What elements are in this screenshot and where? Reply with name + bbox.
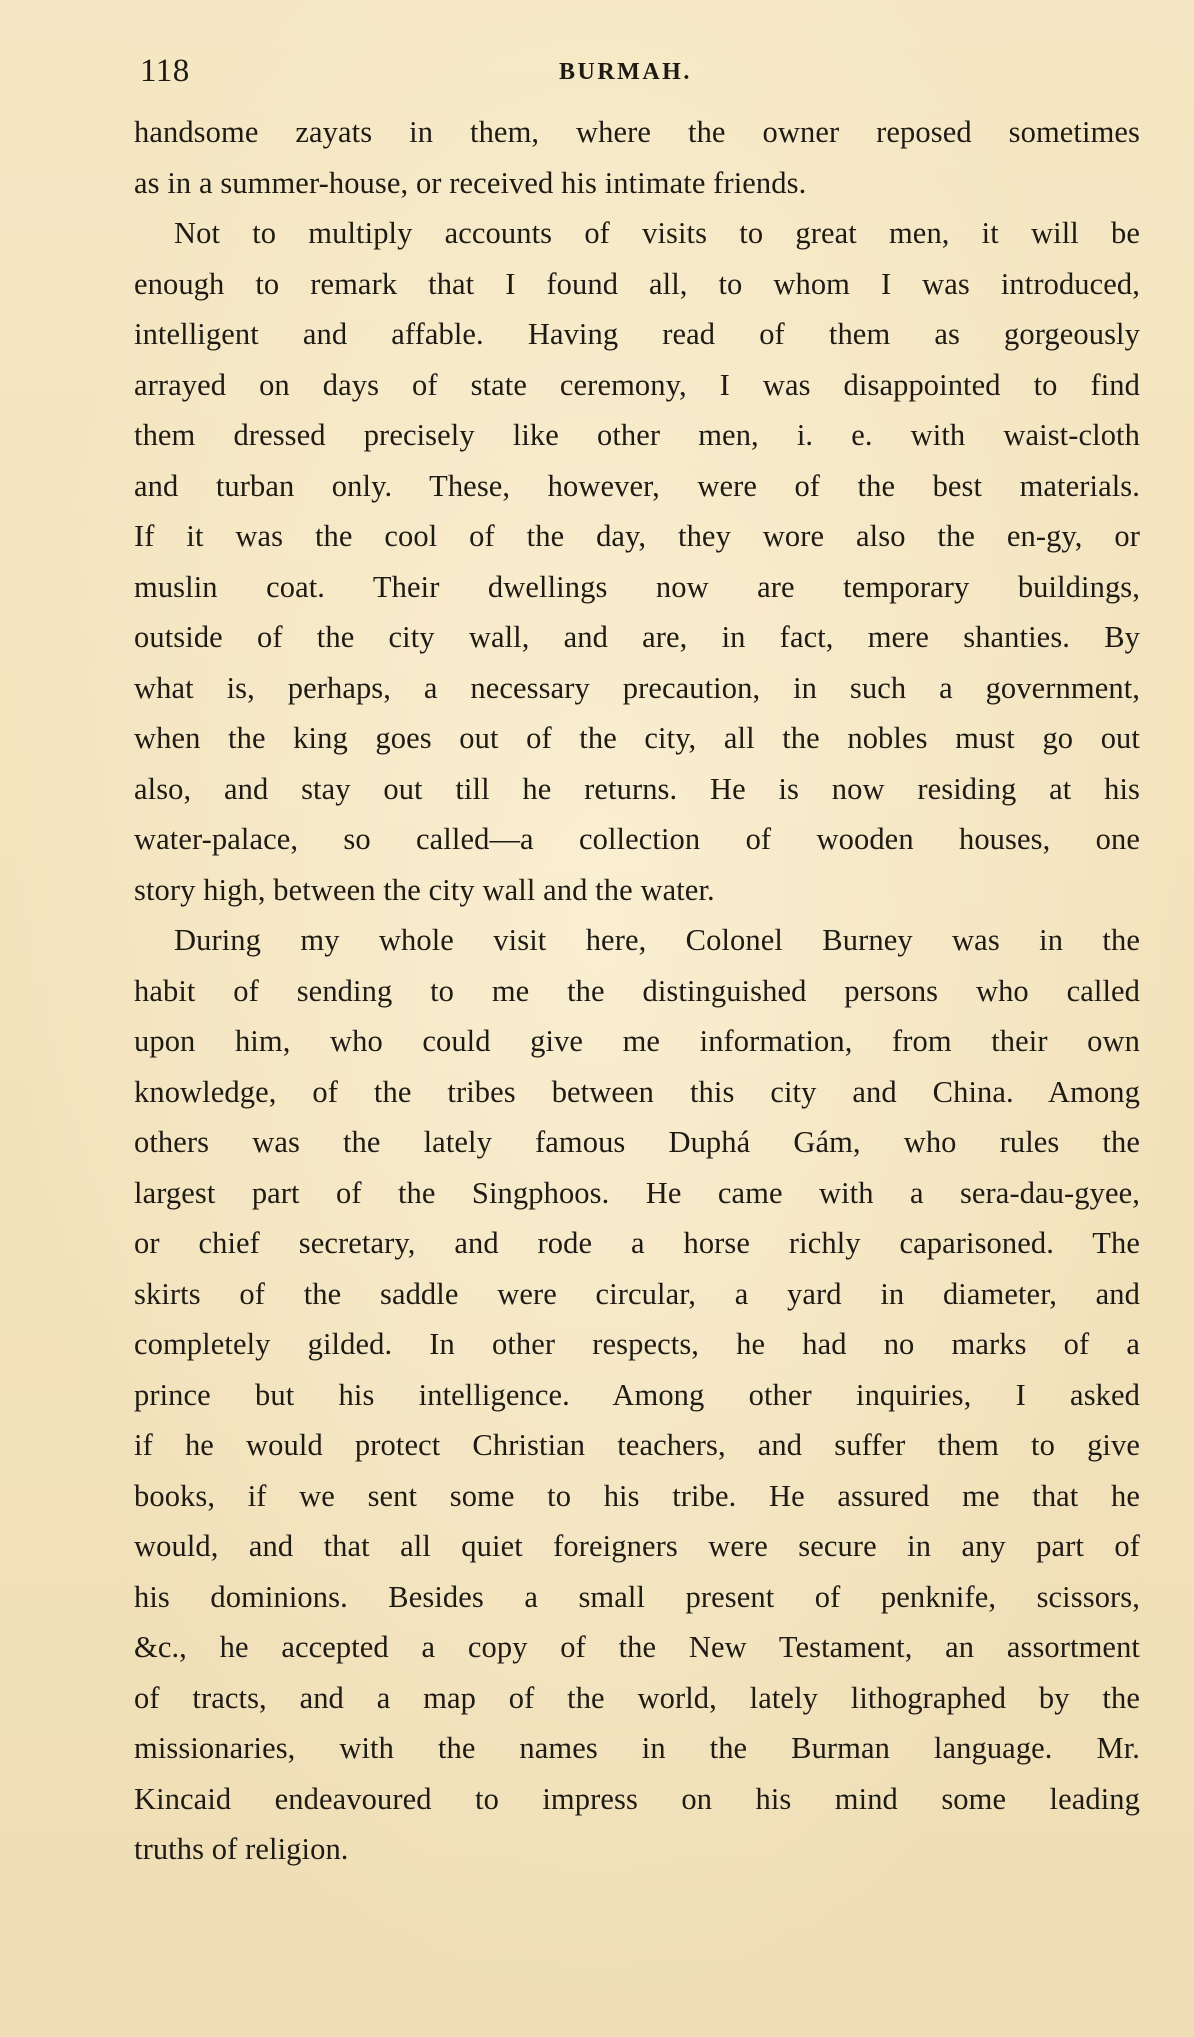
body-text — [134, 107, 1140, 1875]
text-line: Kincaid endeavoured to impress on his mind some leading — [134, 1781, 1140, 1816]
text-line: books, if we sent some to his tribe. He assured me that he — [134, 1478, 1140, 1513]
text-line: completely gilded. In other respects, he had no marks of a — [134, 1327, 1140, 1361]
text-line: If it was the cool of the day, they wore also the en-gy, or — [134, 519, 1140, 553]
page-number: 118 — [140, 53, 190, 89]
text-line: muslin coat. Their dwellings now are temporary buildings, — [134, 569, 1140, 604]
text-line: his dominions. Besides a small present of penknife, scissors, — [134, 1579, 1140, 1614]
page-header — [132, 46, 1144, 96]
text-line: skirts of the saddle were circular, a yard in diameter, and — [134, 1276, 1140, 1311]
text-line: outside of the city wall, and are, in fact, mere shanties. By — [134, 620, 1140, 654]
text-line: or chief secretary, and rode a horse richly caparisoned. The — [134, 1226, 1140, 1260]
text-line: Not to multiply accounts of visits to great men, it will be — [174, 216, 1140, 250]
text-line: handsome zayats in them, where the owner reposed sometimes — [134, 115, 1140, 149]
text-line: others was the lately famous Duphá Gám, who rules the — [134, 1125, 1140, 1159]
text-line: largest part of the Singphoos. He came with a sera-dau-gyee, — [134, 1175, 1140, 1210]
text-line: arrayed on days of state ceremony, I was disappointed to find — [134, 367, 1140, 402]
text-line: when the king goes out of the city, all the nobles must go out — [134, 721, 1140, 755]
text-line: of tracts, and a map of the world, lately lithographed by the — [134, 1680, 1140, 1715]
text-line: water-palace, so called—a collection of wooden houses, one — [134, 822, 1140, 856]
text-line: &c., he accepted a copy of the New Testament, an assortment — [134, 1630, 1140, 1664]
text-line: missionaries, with the names in the Burman language. Mr. — [134, 1731, 1140, 1765]
text-line: as in a summer-house, or received his intimate friends. — [134, 165, 807, 200]
running-head: BURMAH. — [559, 59, 692, 85]
text-line: intelligent and affable. Having read of them as gorgeously — [134, 317, 1140, 351]
paragraph-3 — [134, 915, 1140, 1875]
text-line: and turban only. These, however, were of the best materials. — [134, 468, 1140, 503]
paragraph-2 — [134, 208, 1140, 915]
text-line: habit of sending to me the distinguished persons who called — [134, 973, 1140, 1008]
text-line: truths of religion. — [134, 1832, 349, 1866]
text-line: story high, between the city wall and the water. — [134, 872, 715, 907]
paragraph-1 — [134, 107, 1140, 208]
text-line: prince but his intelligence. Among other inquiries, I asked — [134, 1377, 1140, 1412]
text-line: upon him, who could give me information, from their own — [134, 1024, 1140, 1058]
text-line: enough to remark that I found all, to whom I was introduced, — [134, 266, 1140, 301]
text-line: During my whole visit here, Colonel Burney was in the — [174, 923, 1140, 957]
text-line: would, and that all quiet foreigners were secure in any part of — [134, 1529, 1140, 1563]
text-line: them dressed precisely like other men, i. e. with waist-cloth — [134, 418, 1140, 452]
text-line: also, and stay out till he returns. He is now residing at his — [134, 771, 1140, 806]
text-line: what is, perhaps, a necessary precaution, in such a government, — [134, 670, 1140, 705]
text-line: if he would protect Christian teachers, and suffer them to give — [134, 1428, 1140, 1462]
text-line: knowledge, of the tribes between this city and China. Among — [134, 1074, 1140, 1109]
